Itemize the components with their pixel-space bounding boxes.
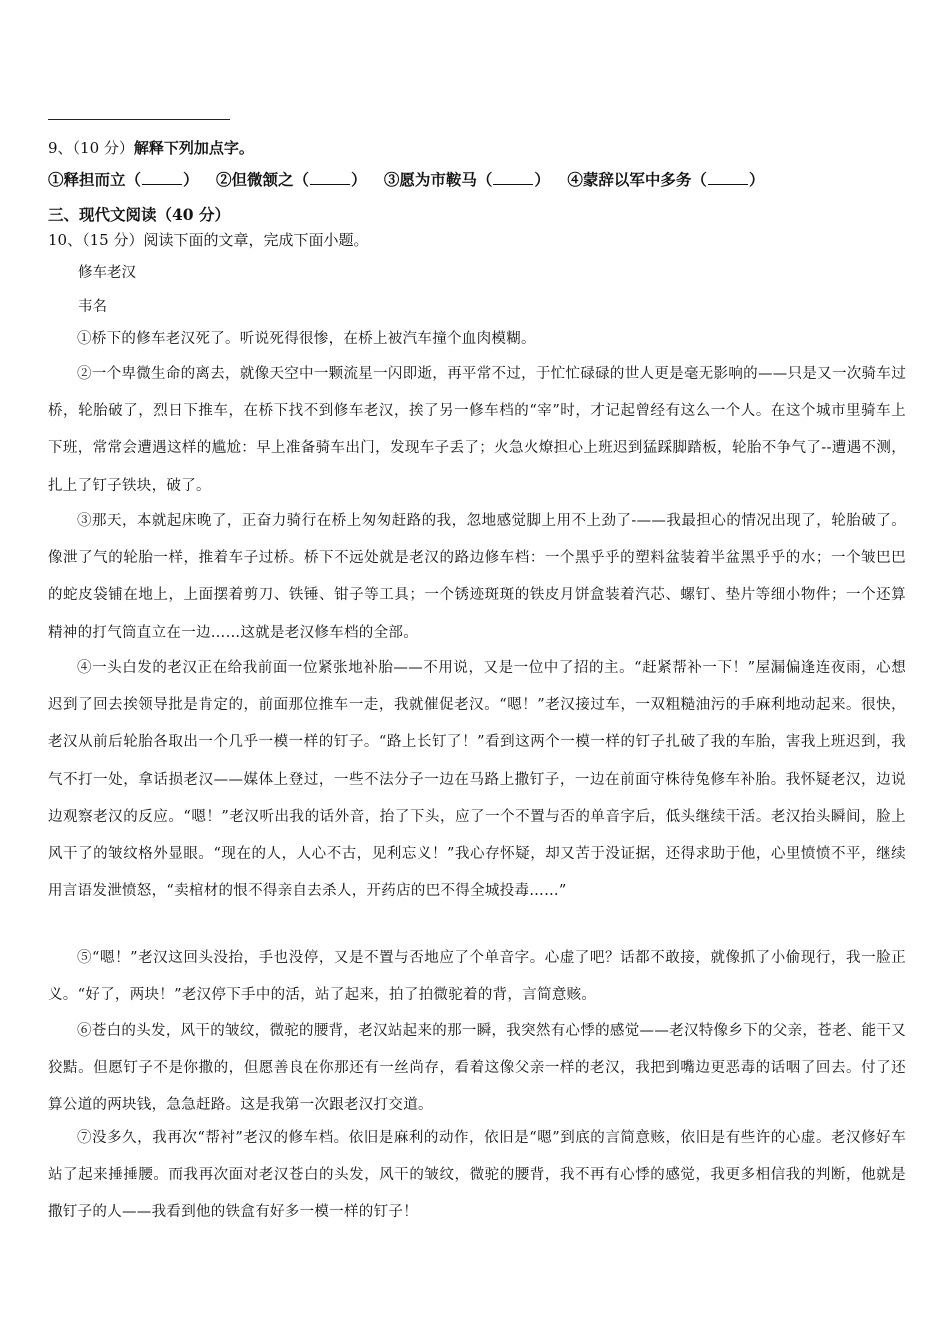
section-3-heading: 三、现代文阅读（40 分） (48, 205, 230, 224)
question-9-items (48, 170, 764, 190)
item-4-close: ） (748, 170, 765, 189)
answer-blank-4[interactable] (708, 170, 748, 185)
item-3-text: ③愿为市鞍马（ (383, 170, 493, 189)
item-3-close: ） (534, 170, 550, 189)
article-paragraph-7: ⑦没多久，我再次“帮衬”老汉的修车档。依旧是麻利的动作，依旧是“嗯”到底的言简意赅，依旧是有些许的心虚。老汉修好车站了起来捶捶腰。而我再次面对老汉苍白的头发，风干的皱纹，微驼的腰背，我不再有心悸的感觉，我更多相信我的判断，他就是撒钉子的人——我看到他的铁盒有好多一模一样的钉子！ (48, 1130, 906, 1221)
item-4-text: ④蒙辞以军中多务（ (567, 170, 707, 189)
answer-underline (48, 119, 230, 120)
question-9-number: 9、 (48, 139, 73, 157)
article-paragraph-2: ②一个卑微生命的离去，就像天空中一颗流星一闪即逝，再平常不过，于忙忙碌碌的世人更是毫无影响的——只是又一次骑车过桥，轮胎破了，烈日下推车，在桥下找不到修车老汉，挨了另一修车档的“宰”时，才记起曾经有这么一个人。在这个城市里骑车上下班，常常会遭遇这样的尴尬：早上准备骑车出门，发现车子丢了；火急火燎担心上班迟到猛踩脚踏板，轮胎不争气了--遭遇不测，扎上了钉子铁块，破了。 (48, 366, 906, 494)
question-9-item-4 (567, 170, 764, 189)
article-title: 修车老汉 (78, 265, 136, 281)
question-9-item-1 (48, 170, 199, 189)
answer-blank-3[interactable] (493, 170, 533, 185)
question-9-prompt: 解释下列加点字。 (133, 139, 254, 157)
article-paragraph-5: ⑤“嗯！”老汉这回头没抬，手也没停，又是不置与否地应了个单音字。心虚了吧？话都不敢接，就像抓了小偷现行，我一脸正义。“好了，两块！”老汉停下手中的活，站了起来，拍了拍微驼着的背，言简意赅。 (48, 950, 906, 1004)
answer-blank-1[interactable] (142, 170, 182, 185)
article-paragraph-4: ④一头白发的老汉正在给我前面一位紧张地补胎——不用说，又是一位中了招的主。“赶紧帮补一下！”屋漏偏逢连夜雨，心想迟到了回去挨领导批是肯定的，前面那位推车一走，我就催促老汉。“嗯！”老汉接过车，一双粗糙油污的手麻利地动起来。很快，老汉从前后轮胎各取出一个几乎一模一样的钉子。“路上长钉了！”看到这两个一模一样的钉子扎破了我的车胎，害我上班迟到，我气不打一处，拿话损老汉——媒体上登过，一些不法分子一边在马路上撒钉子，一边在前面守株待兔修车补胎。我怀疑老汉，边说边观察老汉的反应。“嗯！”老汉听出我的话外音，抬了下头，应了一个不置与否的单音字后，低头继续干活。老汉抬头瞬间，脸上风干了的皱纹格外显眼。“现在的人，人心不古，见利忘义！”我心存怀疑，却又苦于没证据，还得求助于他，心里愤愤不平，继续用言语发泄愤怒，“卖棺材的恨不得亲自去杀人，开药店的巴不得全城投毒……” (48, 660, 906, 900)
question-10-number: 10、 (48, 231, 83, 249)
item-2-text: ②但微颔之（ (215, 170, 309, 189)
article-author: 韦名 (78, 299, 107, 315)
question-9-item-2 (216, 170, 367, 189)
item-1-close: ） (183, 170, 199, 189)
question-10-header (48, 230, 368, 250)
question-9-item-3 (384, 170, 550, 189)
question-9-header (48, 138, 254, 158)
article-paragraph-6: ⑥苍白的头发，风干的皱纹，微驼的腰背，老汉站起来的那一瞬，我突然有心悸的感觉——老汉特像乡下的父亲，苍老、能干又狡黠。但愿钉子不是你撒的，但愿善良在你那还有一丝尚存，看着这像父亲一样的老汉，我把到嘴边更恶毒的话咽了回去。付了还算公道的两块钱，急急赶路。这是我第一次跟老汉打交道。 (48, 1023, 906, 1114)
article-paragraph-3: ③那天，本就起床晚了，正奋力骑行在桥上匆匆赶路的我，忽地感觉脚上用不上劲了-——我最担心的情况出现了，轮胎破了。像泄了气的轮胎一样，推着车子过桥。桥下不远处就是老汉的路边修车档：一个黑乎乎的塑料盆装着半盆黑乎乎的水；一个皱巴巴的蛇皮袋铺在地上，上面摆着剪刀、铁锤、钳子等工具；一个锈迹斑斑的铁皮月饼盒装着汽芯、螺钉、垫片等细小物件；一个还算精神的打气筒直立在一边……这就是老汉修车档的全部。 (48, 513, 906, 641)
question-10-score: （15 分） (82, 231, 144, 249)
item-1-text: ①释担而立（ (48, 170, 142, 189)
answer-blank-2[interactable] (310, 170, 350, 185)
item-2-close: ） (350, 170, 367, 189)
question-10-prompt: 阅读下面的文章，完成下面小题。 (143, 231, 369, 249)
question-9-score: （10 分） (72, 139, 134, 157)
article-paragraph-1: ①桥下的修车老汉死了。听说死得很惨，在桥上被汽车撞个血肉模糊。 (77, 331, 536, 347)
